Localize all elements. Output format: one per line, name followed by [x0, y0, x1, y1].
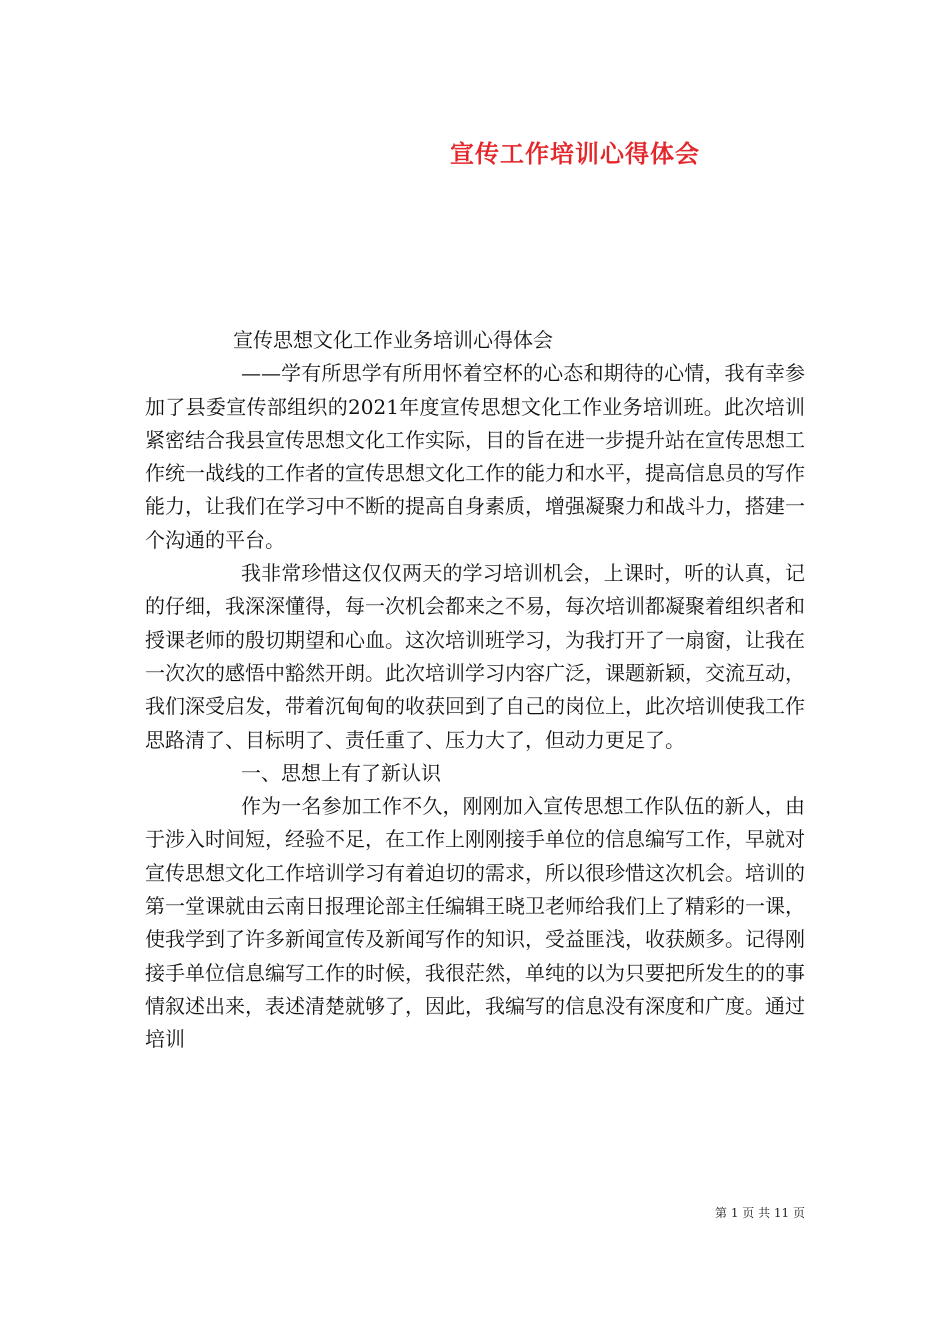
intro-paragraph: ——学有所思学有所用怀着空杯的心态和期待的心情，我有幸参加了县委宣传部组织的2021年度宣传思想文化工作业务培训班。此次培训紧密结合我县宣传思想文化工作实际，目的旨在进一步提升站在宣传思想工作统一战线的工作者的宣传思想文化工作的能力和水平，提高信息员的写作能力，让我们在学习中不断的提高自身素质，增强凝聚力和战斗力，搭建一个沟通的平台。 [145, 361, 805, 552]
document-body [145, 324, 805, 1057]
body-paragraph: 我非常珍惜这仅仅两天的学习培训机会，上课时，听的认真，记的仔细，我深深懂得，每一次机会都来之不易，每次培训都凝聚着组织者和授课老师的殷切期望和心血。这次培训班学习，为我打开了一扇窗，让我在一次次的感悟中豁然开朗。此次培训学习内容广泛，课题新颖，交流互动，我们深受启发，带着沉甸甸的收获回到了自己的岗位上，此次培训使我工作思路清了、目标明了、责任重了、压力大了，但动力更足了。 [145, 561, 805, 752]
page-number: 第 1 页 共 11 页 [715, 1206, 805, 1220]
section-heading: 一、思想上有了新认识 [241, 760, 441, 785]
document-title: 宣传工作培训心得体会 [450, 139, 700, 168]
document-subheading: 宣传思想文化工作业务培训心得体会 [233, 328, 553, 352]
body-paragraph: 作为一名参加工作不久，刚刚加入宣传思想工作队伍的新人，由于涉入时间短，经验不足，在工作上刚刚接手单位的信息编写工作，早就对宣传思想文化工作培训学习有着迫切的需求，所以很珍惜这次机会。培训的第一堂课就由云南日报理论部主任编辑王晓卫老师给我们上了精彩的一课，使我学到了许多新闻宣传及新闻写作的知识，受益匪浅，收获颇多。记得刚接手单位信息编写工作的时候，我很茫然，单纯的以为只要把所发生的的事情叙述出来，表述清楚就够了，因此，我编写的信息没有深度和广度。通过培训 [145, 794, 805, 1052]
